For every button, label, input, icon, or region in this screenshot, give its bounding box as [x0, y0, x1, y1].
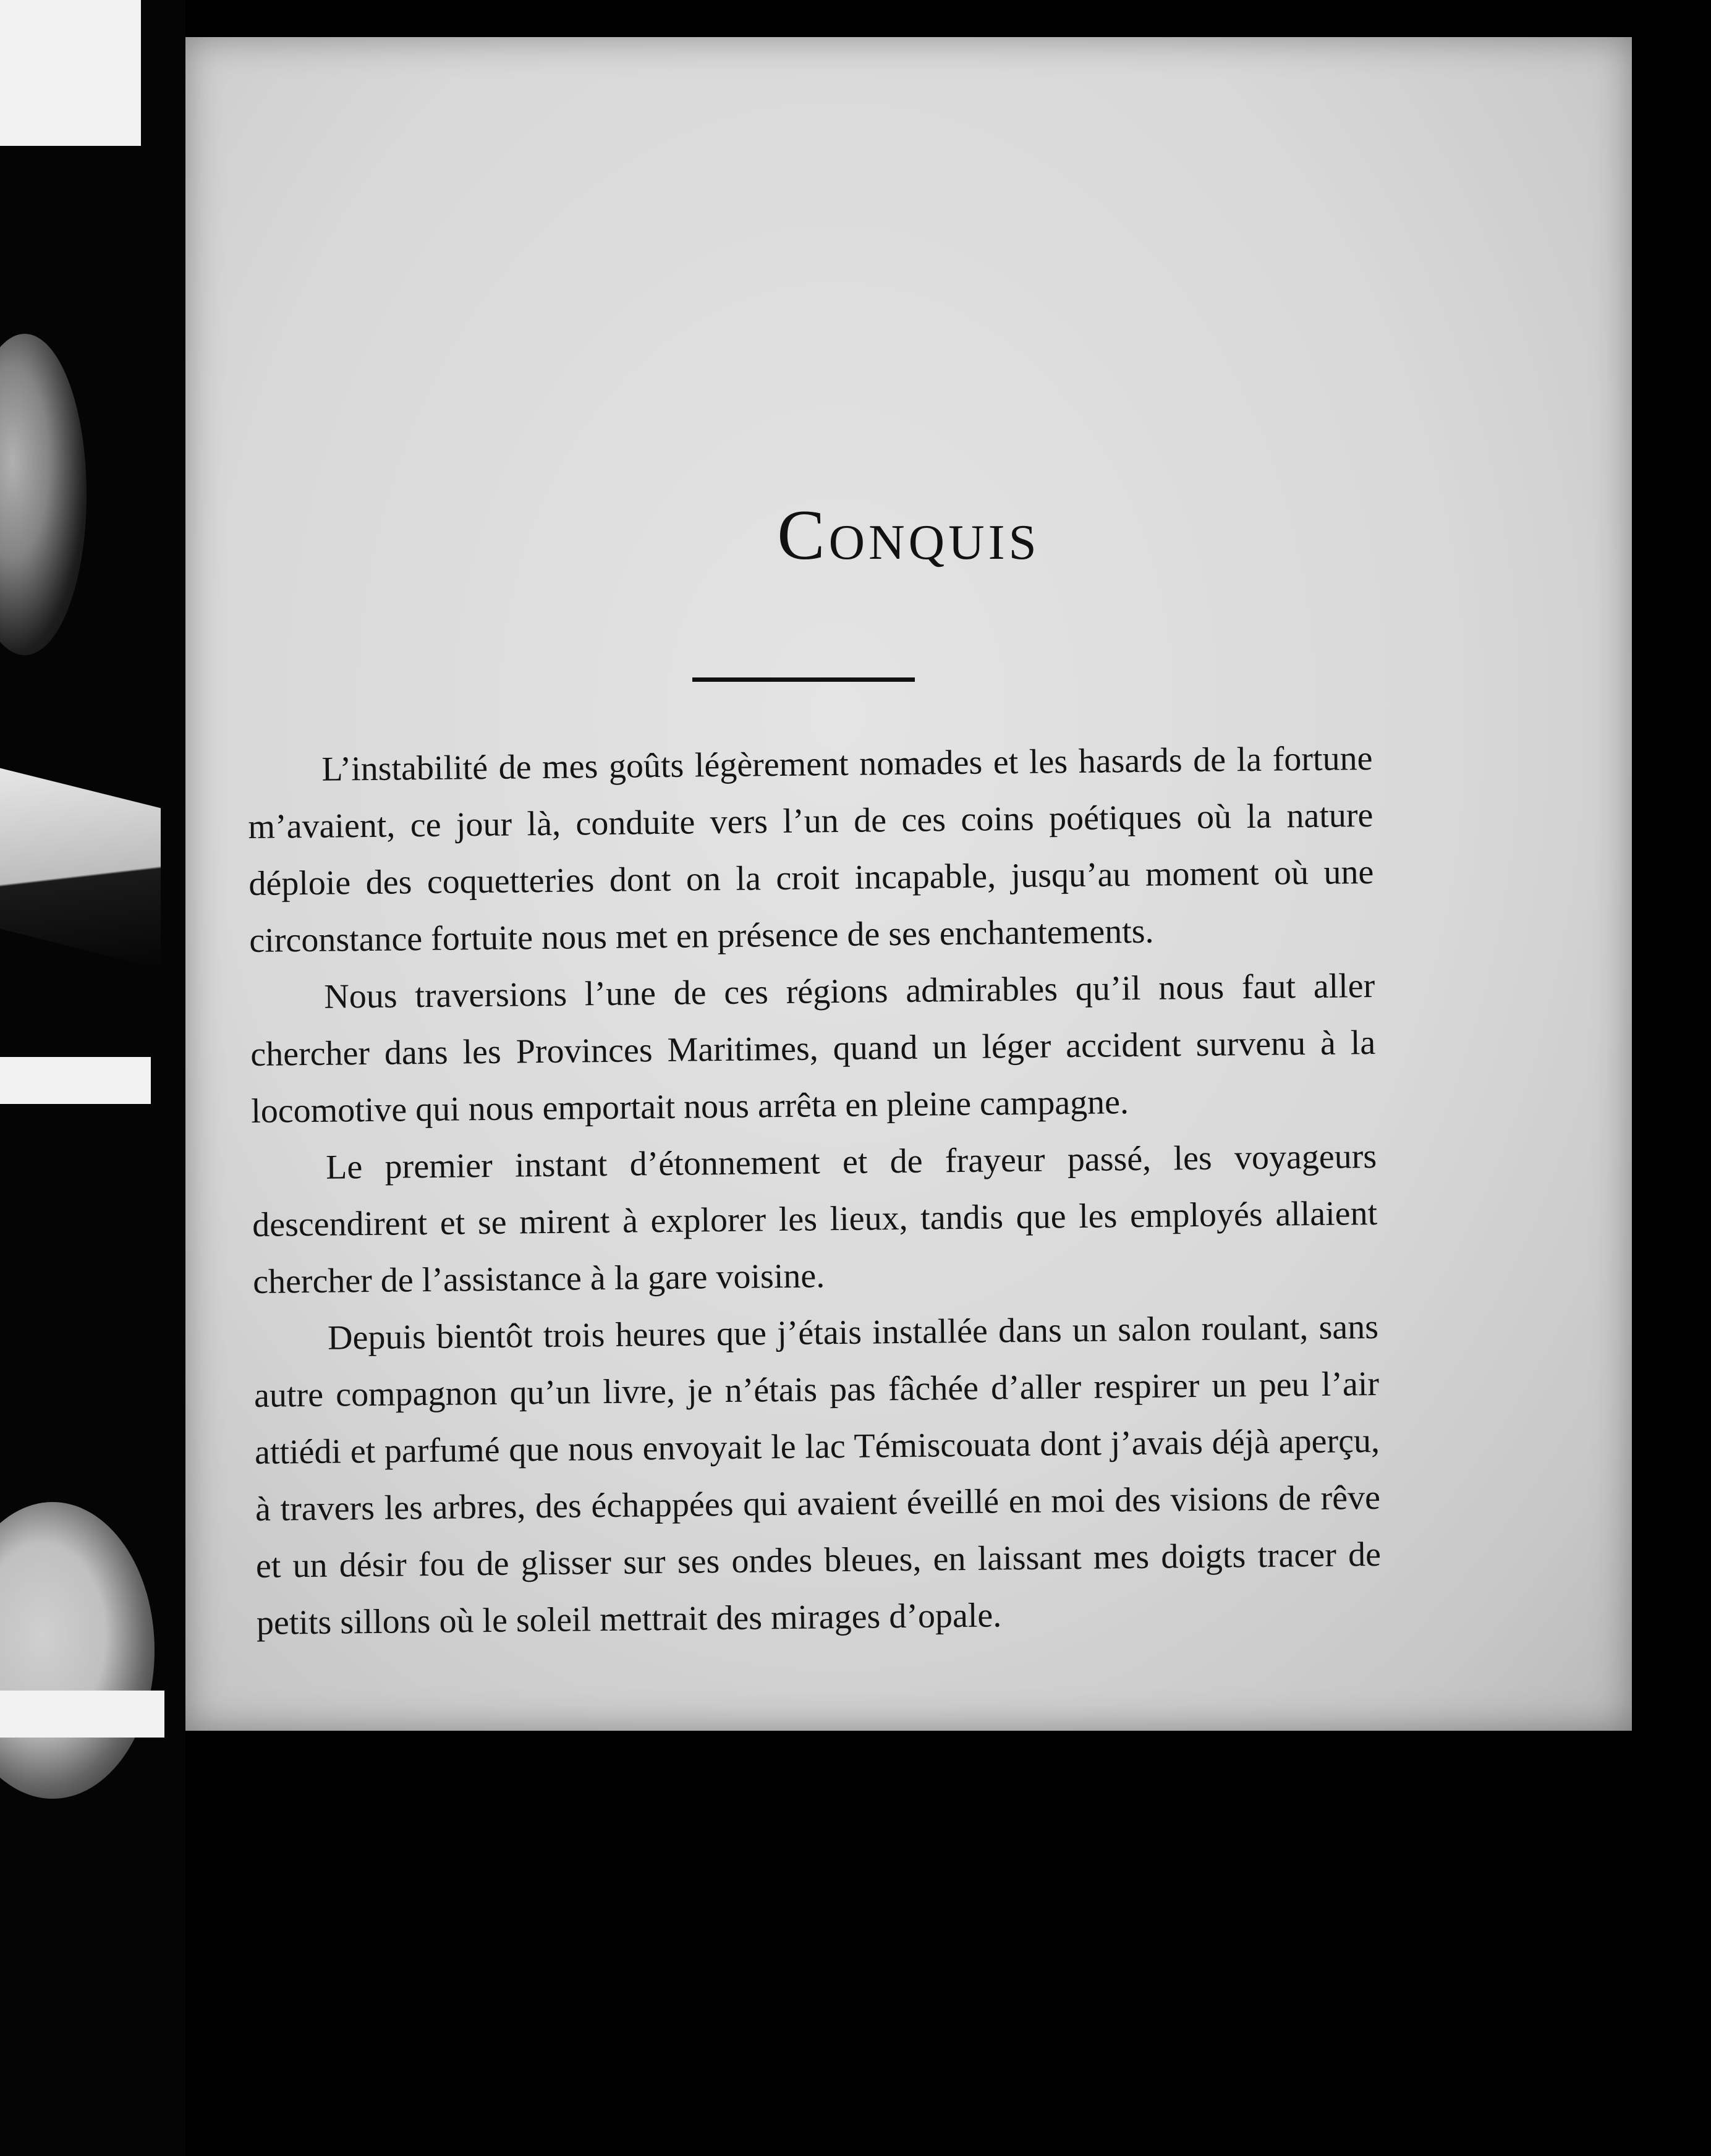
paper-scrap [0, 1691, 164, 1738]
paper-scrap [0, 1057, 151, 1104]
paragraph: L’instabilité de mes goûts légèrement nomades et les hasards de la fortune m’avaient, ce jour là, conduite vers l’un de ces coins poétiques où la nature déploie des coquetteries dont on la croit incapable, jusqu’au moment où une circonstance fortuite nous met en présence de ses enchantements. [248, 739, 1374, 960]
chapter-title: Conquis [777, 496, 1040, 575]
body-text [247, 730, 1382, 1652]
adjacent-page-edge [0, 0, 185, 2156]
photo-fragment [0, 334, 87, 655]
scanned-page [185, 37, 1632, 1731]
paragraph: Nous traversions l’une de ces régions admirables qu’il nous faut aller chercher dans les Provinces Maritimes, quand un léger accident survenu à la locomotive qui nous emportait nous arrêta en pleine campagne. [250, 966, 1376, 1131]
paragraph: Le premier instant d’étonnement et de frayeur passé, les voyageurs descendirent et se mirent à explorer les lieux, tandis que les employés allaient chercher de l’assistance à la gare voisine. [252, 1137, 1378, 1301]
paper-scrap [0, 0, 141, 146]
photo-fragment [0, 1502, 155, 1799]
title-divider [692, 677, 915, 682]
paper-fold [0, 762, 161, 969]
paragraph: Depuis bientôt trois heures que j’étais installée dans un salon roulant, sans autre compagnon qu’un livre, je n’étais pas fâchée d’aller respirer un peu l’air attiédi et parfumé que nous envoyait le lac Témiscouata dont j’avais déjà aperçu, à travers les arbres, des échappées qui avaient éveillé en moi des visions de rêve et un désir fou de glisser sur ses ondes bleues, en laissant mes doigts tracer de petits sillons où le soleil mettrait des mirages d’opale. [253, 1307, 1382, 1642]
